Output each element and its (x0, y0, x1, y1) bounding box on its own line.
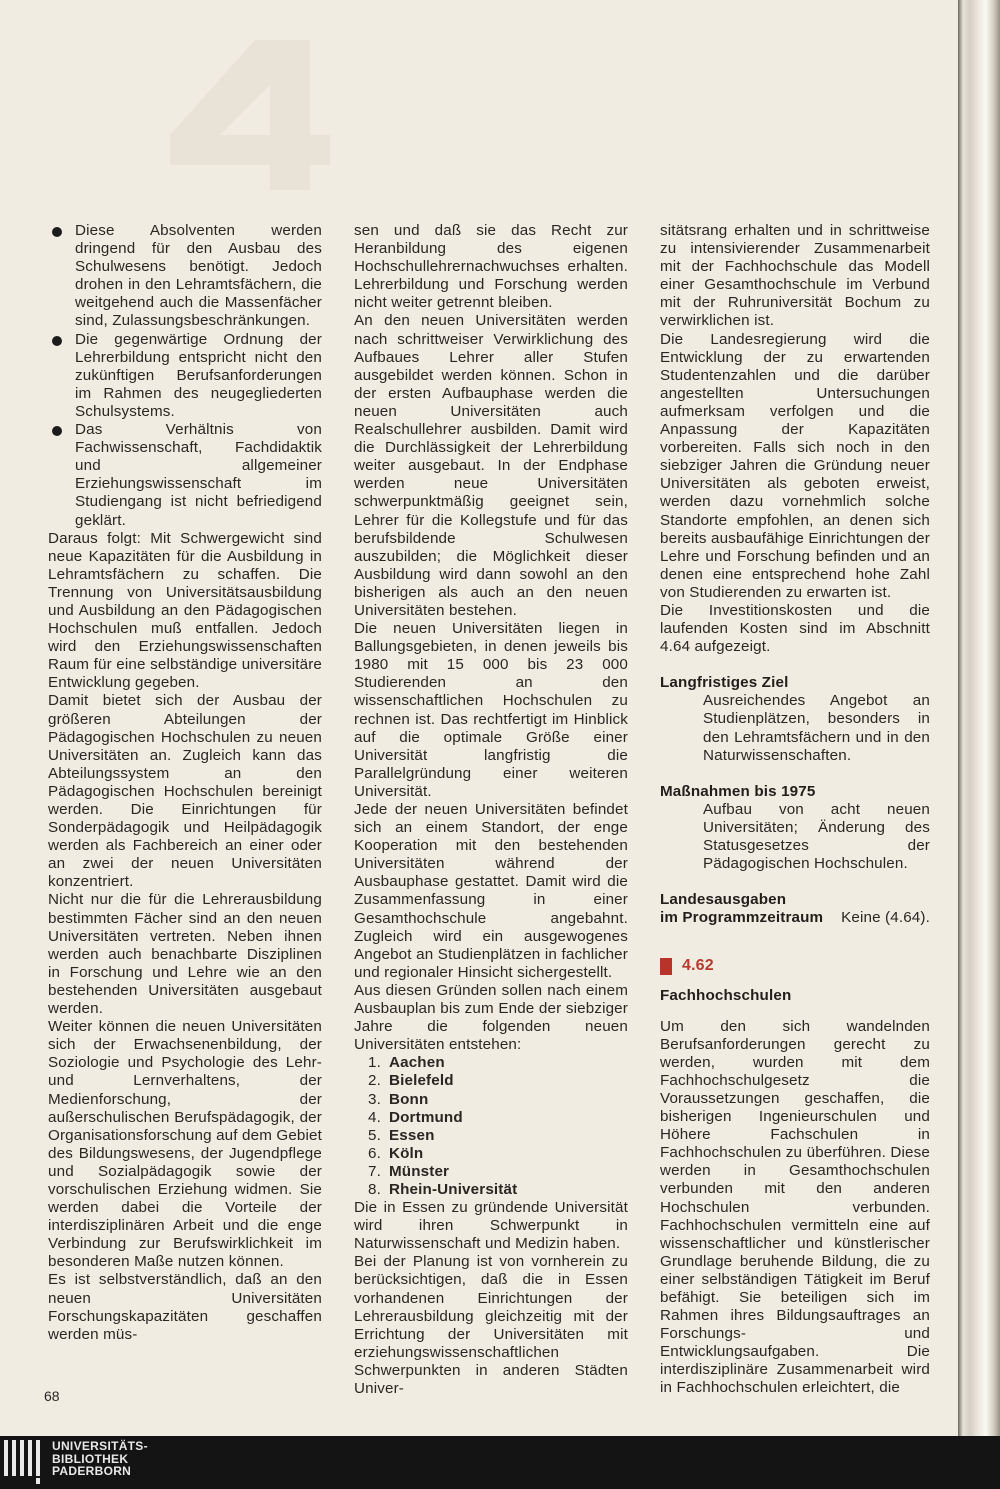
list-item: 2. Bielefeld (368, 1072, 454, 1090)
paragraph: sen und daß sie das Recht zur Heranbildung des eigenen Hochschullehrernachwuchses erhalten. Lehrerbildung und Forschung werden nicht weiter getrennt bleiben. (354, 222, 628, 312)
book-page-edge (958, 0, 1000, 1436)
library-name: UNIVERSITÄTS- BIBLIOTHEK PADERBORN (52, 1439, 148, 1478)
paragraph: Daraus folgt: Mit Schwergewicht sind neue Kapazitäten für die Ausbildung in Lehramtsfächern zu schaffen. Die Trennung von Universitätsausbildung und Ausbildung an den Pädagogischen Hochschulen muß entfallen. Jedoch wird den Erziehungswissenschaften Raum für eine selbständige universitäre Entwicklung gegeben. (48, 529, 322, 692)
list-item: 4. Dortmund (368, 1108, 463, 1126)
section-number: 4.62 (660, 957, 930, 975)
red-square-icon (660, 958, 672, 975)
paragraph: Die Investitionskosten und die laufenden Kosten sind im Abschnitt 4.64 aufgezeigt. (660, 601, 930, 656)
measures-text: Aufbau von acht neuen Universitäten; Änderung des Statusgesetzes der Pädagogischen Hochschulen. (703, 800, 930, 873)
page-number: 68 (44, 1388, 60, 1404)
bullet-dot-icon (52, 426, 62, 436)
text-column-1 (48, 222, 322, 1344)
list-item: 6. Köln (368, 1144, 424, 1162)
expenses-value: Keine (4.64). (841, 909, 930, 927)
goal-heading: Langfristiges Ziel (660, 674, 789, 692)
expenses-row (660, 909, 930, 927)
paragraph: Die in Essen zu gründende Universität wird ihren Schwerpunkt in Naturwissenschaft und Medizin haben. (354, 1199, 628, 1253)
library-logo-icon (2, 1440, 46, 1486)
library-footer (0, 1436, 1000, 1489)
goal-text: Ausreichendes Angebot an Studienplätzen, besonders in den Lehramtsfächern und in den Naturwissenschaften. (703, 692, 930, 764)
list-item: 8. Rhein-Universität (368, 1180, 518, 1198)
bullet-dot-icon (52, 227, 62, 237)
paragraph: Die Landesregierung wird die Entwicklung der zu erwartenden Studentenzahlen und die darüber angestellten Untersuchungen aufmerksam verfolgen und die Anpassung der Kapazitäten vorbereiten. Falls sich noch in den siebziger Jahren die Gründung neuer Universitäten als geboten erweist, werden dazu vornehmlich solche Standorte empfohlen, an denen sich bereits ausbaufähige Einrichtungen der Lehre und Forschung befinden und an denen eine entsprechend hohe Zahl von Studierenden zu erwarten ist. (660, 330, 930, 601)
paragraph: Nicht nur die für die Lehrerausbildung bestimmten Fächer sind an den neuen Universitäten vertreten. Neben ihnen werden auch benachbarte Disziplinen in Forschung und Lehre wie an den bestehenden Universitäten ausgebaut werden. (48, 891, 322, 1018)
paragraph: Um den sich wandelnden Berufsanforderungen gerecht zu werden, wurden mit dem Fachhochschulgesetz die Voraussetzungen geschaffen, die bisherigen Ingenieurschulen und Höhere Fachschulen in Fachhochschulen zu überführen. Diese werden in Gesamthochschulen verbunden mit den anderen Hochschulen verbunden. Fachhochschulen vermitteln eine auf wissenschaftlicher und künstlerischer Grundlage beruhende Bildung, die zu einer selbständigen Tätigkeit im Beruf befähigt. Sie beteiligen sich im Rahmen ihres Bildungsauftrages an Forschungs- und Entwicklungsaufgaben. Die interdisziplinäre Zusammenarbeit wird in Fachhochschulen erleichtert, die (660, 1017, 930, 1397)
section-title: Fachhochschulen (660, 987, 792, 1005)
measures-heading: Maßnahmen bis 1975 (660, 782, 816, 800)
list-item: 7. Münster (368, 1162, 450, 1180)
paragraph: An den neuen Universitäten werden nach schrittweiser Verwirklichung des Aufbaues Lehrer aller Stufen ausgebildet werden können. Schon in der ersten Aufbauphase werden die neuen Universitäten auch Realschullehrer ausbilden. Damit wird die Durchlässigkeit der Lehrerbildung weiter ausgebaut. In der Endphase werden neue Universitäten schwerpunktmäßig geeignet sein, Lehrer für die Kollegstufe und für das berufsbildende Schulwesen auszubilden; die Möglichkeit dieser Ausbildung wird dann sowohl an den bisherigen als auch an den neuen Universitäten bestehen. (354, 312, 628, 619)
paragraph: Weiter können die neuen Universitäten sich der Erwachsenenbildung, der Soziologie und Psychologie des Lehr- und Lernverhaltens, der Medienforschung, der außerschulischen Berufspädagogik, der Organisationsforschung auf dem Gebiet des Bildungswesens, der Jugendpflege und Sozialpädagogik sowie der vorschulischen Erziehung widmen. Sie werden dabei die Vorteile der interdisziplinären Arbeit und die enge Verbindung zur Berufswirklichkeit im besonderen Maße nutzen können. (48, 1018, 323, 1271)
bullet-item: Diese Absolventen werden dringend für den Ausbau des Schulwesens benötigt. Jedoch drohen in den Lehramtsfächern, die weitgehend auch die Massenfächer sind, Zulassungsbeschränkungen. (48, 222, 322, 331)
paragraph: Aus diesen Gründen sollen nach einem Ausbauplan bis zum Ende der siebziger Jahre die folgenden neuen Universitäten entstehen: (354, 981, 628, 1054)
expenses-subheading: im Programmzeitraum (660, 909, 824, 927)
paragraph: Die neuen Universitäten liegen in Ballungsgebieten, in denen jeweils bis 1980 mit 15 000 bis 23 000 Studierenden an den wissenschaftlichen Hochschulen zu rechnen ist. Das rechtfertigt im Hinblick auf die optimale Größe einer Universität langfristig die Parallelgründung einer weiteren Universität. (354, 620, 628, 800)
expenses-heading: Landesausgaben (660, 891, 787, 909)
paragraph: Bei der Planung ist von vornherein zu berücksichtigen, daß die in Essen vorhandenen Einrichtungen der Lehrerausbildung gleichzeitig mit der Errichtung der Universitäten mit erziehungswissenschaftlichen Schwerpunkten in anderen Städten Univer- (354, 1253, 628, 1397)
paragraph: Es ist selbstverständlich, daß an den neuen Universitäten Forschungskapazitäten geschaffen werden müs- (48, 1271, 322, 1343)
paragraph: sitätsrang erhalten und in schrittweise zu intensivierender Zusammenarbeit mit der Fachhochschule das Modell einer Gesamthochschule im Verbund mit der Ruhruniversität Bochum zu verwirklichen ist. (660, 222, 930, 330)
bullet-item: Das Verhältnis von Fachwissenschaft, Fachdidaktik und allgemeiner Erziehungswissenschaft im Studiengang ist nicht befriedigend geklärt. (48, 421, 322, 530)
text-column-3 (660, 222, 930, 1398)
bullet-dot-icon (52, 336, 62, 346)
paragraph: Damit bietet sich der Ausbau der größeren Abteilungen der Pädagogischen Hochschulen zu neuen Universitäten an. Zugleich kann das Abteilungssystem an den Pädagogischen Hochschulen bereinigt werden. Die Einrichtungen für Sonderpädagogik und Heilpädagogik werden als Fachbereich an einer oder an zwei der neuen Universitäten konzentriert. (48, 692, 322, 891)
faded-numeral-watermark (160, 40, 330, 190)
list-item: 3. Bonn (368, 1090, 429, 1108)
list-item: 1. Aachen (368, 1054, 445, 1072)
paragraph: Jede der neuen Universitäten befindet sich an einem Standort, der enge Kooperation mit den bestehenden Universitäten während der Ausbauphase gestattet. Damit wird die Zusammenfassung in einer Gesamthochschule angebahnt. Zugleich wird ein ausgewogenes Angebot an Studienplätzen in fachlicher und regionaler Hinsicht sichergestellt. (354, 801, 628, 981)
text-column-2 (354, 222, 628, 1398)
university-list (354, 1054, 628, 1199)
bullet-item: Die gegenwärtige Ordnung der Lehrerbildung entspricht nicht den zukünftigen Berufsanforderungen im Rahmen des neugegliederten Schulsystems. (48, 331, 322, 421)
list-item: 5. Essen (368, 1126, 435, 1144)
